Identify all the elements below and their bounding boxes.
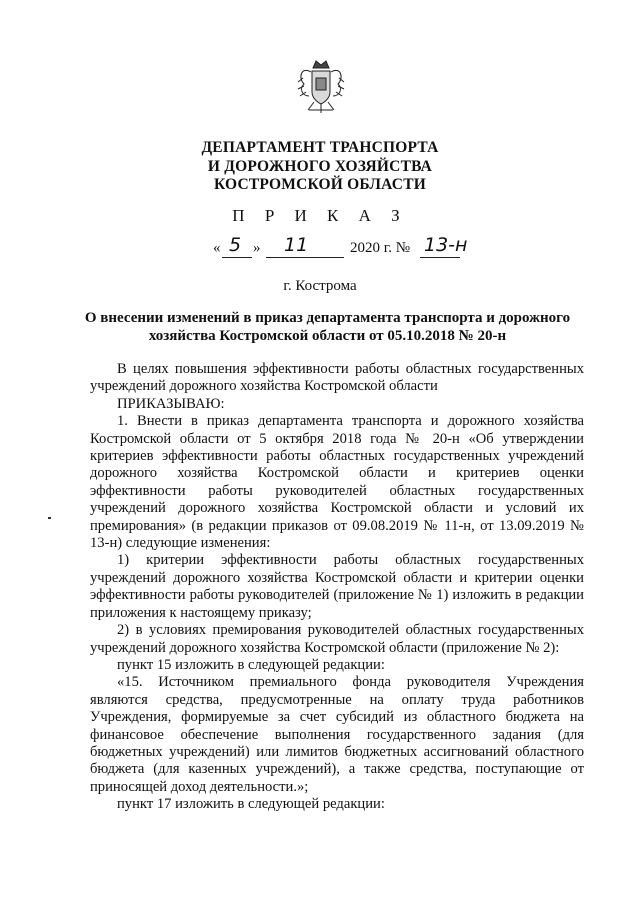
order-body [90,361,584,814]
order-date-number-line [0,236,640,260]
body-paragraph: «15. Источником премиального фонда руководителя Учреждения являются средства, предусмотренные на оплату труда работников Учреждения, формируемые за счет субсидий из областного бюджета на финансовое обеспечение выполнения государственного задания (для бюджетных учреждений) или лимитов бюджетных ассигнований областного бюджета (для казенных учреждений), а также средства, поступающие от приносящей доход деятельности.»; [90,674,584,795]
department-name-line-2: И ДОРОЖНОГО ХОЗЯЙСТВА [207,157,433,175]
month-underline [266,257,344,258]
coat-of-arms-icon [296,56,346,116]
body-paragraph: 2) в условиях премирования руководителей областных государственных учреждений дорожного хозяйства Костромской области (приложение № 2): [90,622,584,656]
day-underline [222,257,252,258]
body-paragraph: пункт 15 изложить в следующей редакции: [117,656,385,673]
body-paragraph: 1) критерии эффективности работы областных государственных учреждений дорожного хозяйства Костромской области и критерии оценки эффективности работы руководителей (приложение № 1) изложить в редакции приложения к настоящему приказу; [90,552,584,621]
department-name-line-3: КОСТРОМСКОЙ ОБЛАСТИ [213,176,426,193]
city: г. Кострома [283,278,357,294]
number-underline [420,257,460,258]
order-subject: О внесении изменений в приказ департамента транспорта и дорожного хозяйства Костромской области от 05.10.2018 № 20-н [84,310,571,344]
department-name-line-1: ДЕПАРТАМЕНТ ТРАНСПОРТА [201,139,439,156]
body-paragraph: 1. Внести в приказ департамента транспорта и дорожного хозяйства Костромской области от 5 октября 2018 года № 20-н «Об утверждении критериев эффективности работы областных государственных учреждений дорожного хозяйства Костромской области и критериев оценки эффективности работы руководителей областных государственных учреждений дорожного хозяйства Костромской области и условий их премирования» (в редакции приказов от 09.08.2019 № 11-н, от 13.09.2019 № 13-н) следующие изменения: [90,413,584,552]
order-month: 11 [284,234,309,256]
body-paragraph: ПРИКАЗЫВАЮ: [117,395,225,412]
body-paragraph: В целях повышения эффективности работы областных государственных учреждений дорожного хозяйства Костромской области [90,361,584,395]
department-header [0,139,640,195]
body-paragraph: пункт 17 изложить в следующей редакции: [117,796,385,813]
quote-open: « [213,240,221,256]
quote-close: » [253,240,261,256]
order-year-label: 2020 г. № [350,240,411,256]
order-number: 13-н [424,234,468,256]
margin-mark [48,517,51,519]
order-day: 5 [229,234,242,256]
order-title: П Р И К А З [232,206,408,225]
